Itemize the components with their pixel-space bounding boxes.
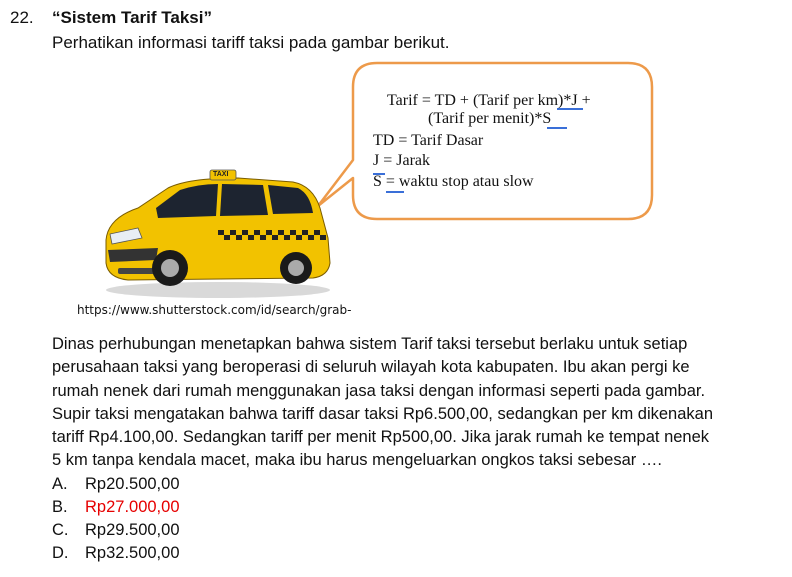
option-d[interactable] (52, 544, 180, 563)
option-a[interactable] (52, 475, 180, 494)
question-title: “Sistem Tarif Taksi” (52, 8, 212, 27)
option-letter: C. (52, 521, 69, 539)
taxi-car-image (98, 168, 333, 303)
option-text: Rp20.500,00 (85, 475, 180, 493)
paragraph-line: perusahaan taksi yang beroperasi di seluruh wilayah kota kabupaten. Ibu akan pergi ke (52, 358, 690, 377)
image-source-url[interactable]: https://www.shutterstock.com/id/search/grab- (77, 303, 352, 317)
option-text: Rp32.500,00 (85, 544, 180, 562)
option-text-correct: Rp27.000,00 (85, 498, 180, 516)
option-letter: A. (52, 475, 68, 493)
paragraph-line: Dinas perhubungan menetapkan bahwa sistem Tarif taksi tersebut berlaku untuk setiap (52, 335, 688, 353)
formula-s-definition: S = waktu stop atau slow (373, 173, 534, 190)
option-letter: B. (52, 498, 68, 516)
paragraph-line: 5 km tanpa kendala macet, maka ibu harus mengeluarkan ongkos taksi sebesar …. (52, 451, 662, 470)
question-intro: Perhatikan informasi tariff taksi pada gambar berikut. (52, 33, 450, 52)
formula-line-2: (Tarif per menit)*S (428, 110, 552, 127)
option-letter: D. (52, 544, 69, 562)
option-b[interactable] (52, 498, 180, 517)
formula-j-definition: J = Jarak (373, 152, 431, 169)
option-text: Rp29.500,00 (85, 521, 180, 539)
paragraph-line: rumah nenek dari rumah menggunakan jasa taksi dengan informasi seperti pada gambar. (52, 381, 706, 400)
paragraph-line: tariff Rp4.100,00. Sedangkan tariff per menit Rp500,00. Jika jarak rumah ke tempat nenek (52, 428, 710, 447)
option-c[interactable] (52, 521, 180, 540)
taxi-sign-label: TAXI (213, 171, 229, 178)
question-number: 22. (10, 8, 34, 27)
formula-line-1: Tarif = TD + (Tarif per km)*J + (387, 92, 591, 109)
formula-td-definition: TD = Tarif Dasar (373, 132, 484, 149)
paragraph-line: Supir taksi mengatakan bahwa tariff dasar taksi Rp6.500,00, sedangkan per km dikenakan (52, 404, 714, 423)
question-paragraph (52, 333, 772, 473)
